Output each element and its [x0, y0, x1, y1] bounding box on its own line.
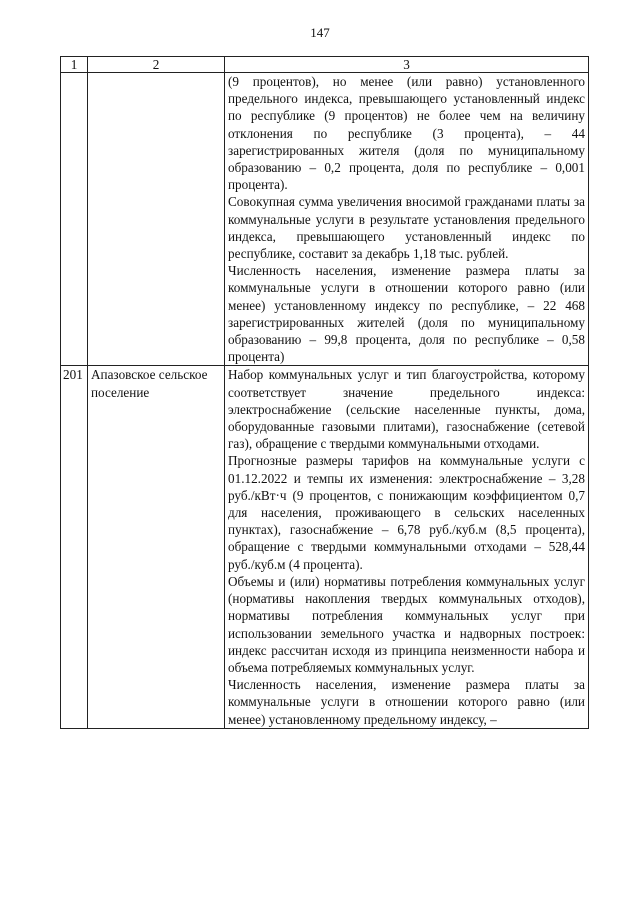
municipality-name — [88, 73, 225, 366]
header-col-2: 2 — [88, 57, 225, 73]
page-number: 147 — [310, 25, 330, 40]
header-col-1: 1 — [61, 57, 88, 73]
description-paragraph: (9 процентов), но менее (или равно) установленного предельного индекса, превышающего установленный индекс по республике (9 процентов) не более чем на величину отклонения по республике (3 процента), – 44 зарегистрированных жителя (доля по муниципальному образованию – 0,2 процента, доля по республике – 0,001 процента). — [228, 74, 585, 193]
description-paragraph: Совокупная сумма увеличения вносимой гражданами платы за коммунальные услуги в результате установления предельного индекса, превышающего установленный индекс по республике, составит за декабрь 1,18 тыс. рублей. — [228, 194, 585, 262]
description-paragraph: Прогнозные размеры тарифов на коммунальные услуги с 01.12.2022 и темпы их изменения: электроснабжение – 3,28 руб./кВт·ч (9 процентов, с понижающим коэффициентом 0,7 для населения, проживающего в сельских населенных пунктах), газоснабжение – 6,78 руб./куб.м (8,5 процента), обращение с твердыми коммунальными отходами – 528,44 руб./куб.м (4 процента). — [228, 453, 585, 572]
header-col-3: 3 — [225, 57, 589, 73]
description-paragraph: Численность населения, изменение размера платы за коммунальные услуги в отношении которого равно (или менее) установленному предельному индексу, – — [228, 677, 585, 727]
description-paragraph: Объемы и (или) нормативы потребления коммунальных услуг (нормативы накопления твердых коммунальных отходов), нормативы потребления коммунальных услуг при использовании земельного участка и надворных построек: индекс рассчитан исходя из принципа неизменности набора и объема потребляемых коммунальных услуг. — [228, 573, 585, 675]
description-cell — [225, 73, 589, 366]
header-row — [61, 57, 589, 73]
municipality-name: Апазовское сельское поселение — [88, 366, 225, 728]
description-paragraph: Набор коммунальных услуг и тип благоустройства, которому соответствует значение предельного индекса: электроснабжение (сельские населенные пункты, дома, оборудованные газовыми плитами), газоснабжение (сетевой газ), обращение с твердыми коммунальными отходами. — [228, 367, 585, 452]
table-row — [61, 366, 589, 728]
table-row — [61, 73, 589, 366]
row-number — [61, 73, 88, 366]
data-table — [60, 56, 589, 729]
description-paragraph: Численность населения, изменение размера платы за коммунальные услуги в отношении которого равно (или менее) установленному индексу по республике, – 22 468 зарегистрированных жителей (доля по муниципальному образованию – 99,8 процента, доля по республике – 0,58 процента) — [228, 263, 585, 365]
row-number: 201 — [61, 366, 88, 728]
description-cell — [225, 366, 589, 728]
